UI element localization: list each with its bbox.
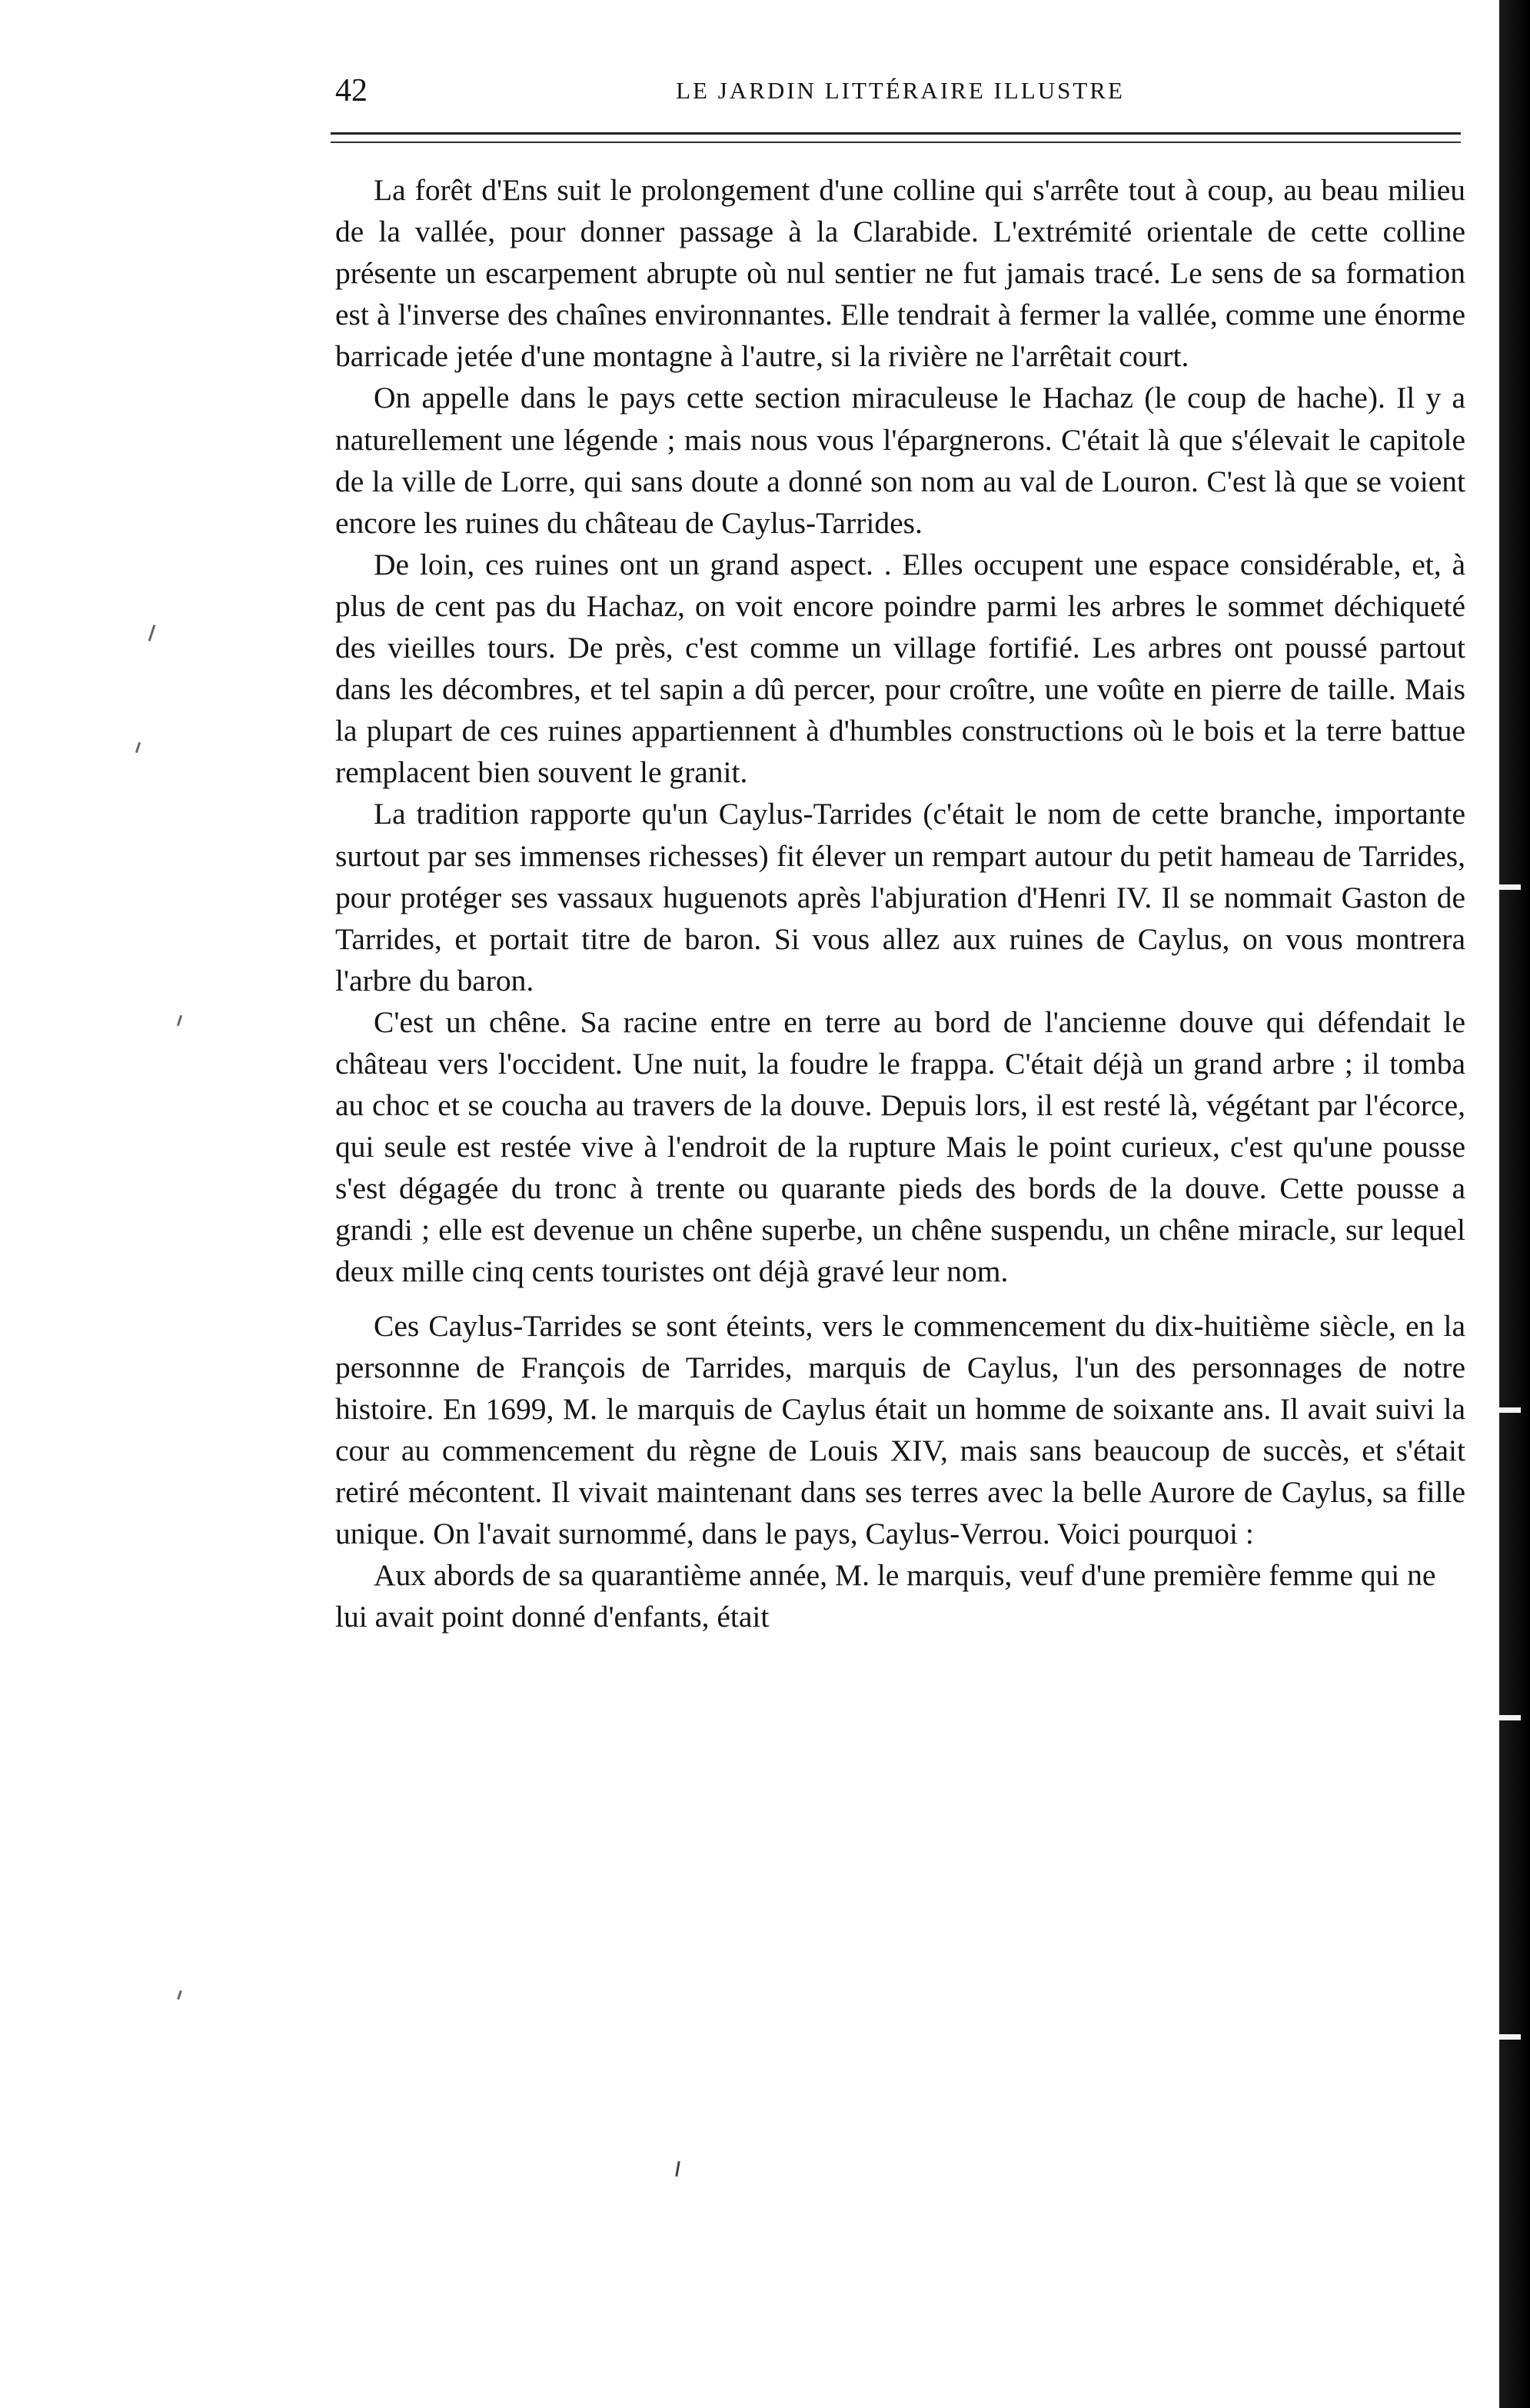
paragraph: C'est un chêne. Sa racine entre en terre au bord de l'ancienne douve qui défendait le château vers l'occident. Une nuit, la foudre le frappa. C'était déjà un grand arbre ; il tomba au choc et se coucha au travers de la douve. Depuis lors, il est resté là, végétant par l'écorce, qui seule est restée vive à l'endroit de la rupture Mais le point curieux, c'est qu'une pousse s'est dégagée du tronc à trente ou quarante pieds des bords de la douve. Cette pousse a grandi ; elle est devenue un chêne superbe, un chêne suspendu, un chêne miracle, sur lequel deux mille cinq cents touristes ont déjà gravé leur nom. [335, 1004, 1465, 1289]
running-title: LE JARDIN LITTÉRAIRE ILLUSTRE [676, 77, 1125, 104]
margin-speck [177, 1015, 182, 1026]
page-header [335, 68, 1465, 114]
paragraph: La tradition rapporte qu'un Caylus-Tarrides (c'était le nom de cette branche, importante surtout par ses immenses richesses) fit élever un rempart autour du petit hameau de Tarrides, pour protéger ses vassaux huguenots après l'abjuration d'Henri IV. Il se nommait Gaston de Tarrides, et portait titre de baron. Si vous allez aux ruines de Caylus, on vous montrera l'arbre du baron. [335, 797, 1465, 998]
margin-speck [177, 1990, 182, 2000]
margin-speck [148, 624, 156, 641]
header-rule [331, 132, 1461, 143]
margin-speck [135, 742, 141, 753]
paragraph: De loin, ces ruines ont un grand aspect. . Elles occupent une espace considérable, et, à plus de cent pas du Hachaz, on voit encore poindre parmi les arbres le sommet déchiqueté des vieilles tours. De près, c'est comme un village fortifié. Les arbres ont poussé partout dans les décombres, et tel sapin a dû percer, pour croître, une voûte en pierre de taille. Mais la plupart de ces ruines appartiennent à d'humbles constructions où le bois et la terre battue remplacent bien souvent le granit. [335, 547, 1465, 790]
paragraph: La forêt d'Ens suit le prolongement d'une colline qui s'arrête tout à coup, au beau milieu de la vallée, pour donner passage à la Clarabide. L'extrémité orientale de cette colline présente un escarpement abrupte où nul sentier ne fut jamais tracé. Le sens de sa formation est à l'inverse des chaînes environnantes. Elle tendrait à fermer la vallée, comme une énorme barricade jetée d'une montagne à l'autre, si la rivière ne l'arrêtait court. [335, 173, 1465, 374]
scanned-page-edge [1499, 0, 1530, 2408]
body-text [335, 169, 1465, 1637]
paragraph: On appelle dans le pays cette section miraculeuse le Hachaz (le coup de hache). Il y a naturellement une légende ; mais nous vous l'épargnerons. C'était là que s'élevait le capitole de la ville de Lorre, qui sans doute a donné son nom au val de Louron. C'est là que se voient encore les ruines du château de Caylus-Tarrides. [335, 381, 1465, 540]
paragraph: Ces Caylus-Tarrides se sont éteints, vers le commencement du dix-huitième siècle, en la personnne de François de Tarrides, marquis de Caylus, l'un des personnages de notre histoire. En 1699, M. le marquis de Caylus était un homme de soixante ans. Il avait suivi la cour au commencement du règne de Louis XIV, mais sans beaucoup de succès, et s'était retiré mécontent. Il vivait maintenant dans ses terres avec la belle Aurore de Caylus, sa fille unique. On l'avait surnommé, dans le pays, Caylus-Verrou. Voici pourquoi : [335, 1308, 1465, 1550]
page-number: 42 [335, 73, 368, 108]
paragraph: Aux abords de sa quarantième année, M. le marquis, veuf d'une première femme qui ne lui avait point donné d'enfants, était [335, 1558, 1436, 1634]
page-speck [675, 2161, 680, 2177]
